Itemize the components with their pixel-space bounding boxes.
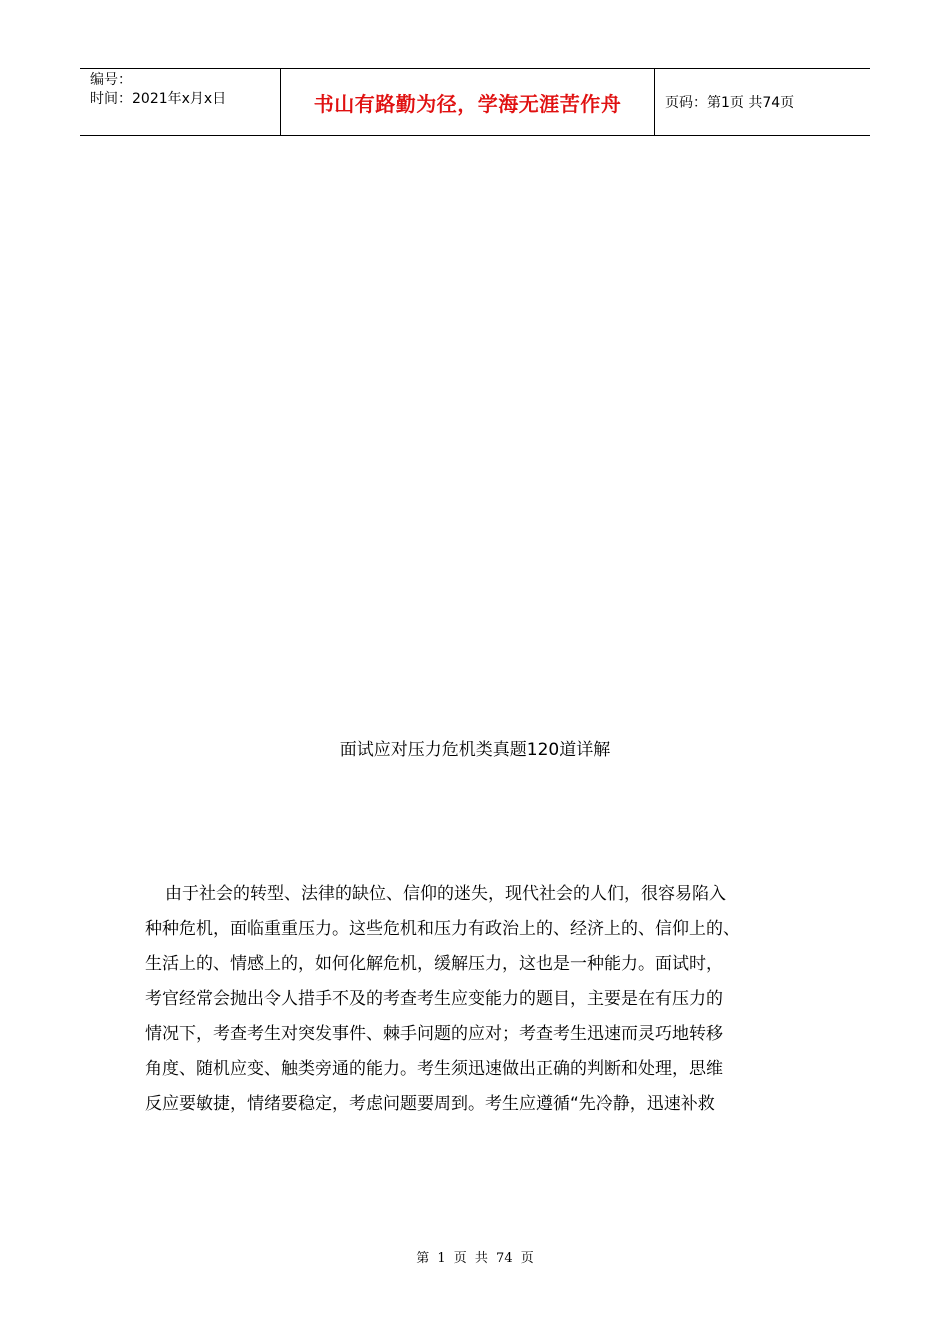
paragraph-line: 情况下，考查考生对突发事件、棘手问题的应对；考查考生迅速而灵巧地转移 xyxy=(145,1024,723,1044)
paragraph-line: 反应要敏捷，情绪要稳定，考虑问题要周到。考生应遵循“先冷静，迅速补救 xyxy=(145,1094,715,1114)
header-page-cell xyxy=(655,69,870,135)
paragraph-line: 生活上的、情感上的，如何化解危机，缓解压力，这也是一种能力。面试时， xyxy=(145,954,723,974)
motto-text: 书山有路勤为径，学海无涯苦作舟 xyxy=(313,91,622,116)
time-label: 时间：2021年x月x日 xyxy=(90,91,227,107)
header-meta-cell xyxy=(80,69,281,135)
paragraph-line: 考官经常会抛出令人措手不及的考查考生应变能力的题目，主要是在有压力的 xyxy=(145,989,723,1009)
page-footer: 第 1 页 共 74 页 xyxy=(416,1251,534,1266)
body-paragraph xyxy=(145,882,810,1127)
paragraph-line: 角度、随机应变、触类旁通的能力。考生须迅速做出正确的判断和处理，思维 xyxy=(145,1059,723,1079)
paragraph-line: 种种危机，面临重重压力。这些危机和压力有政治上的、经济上的、信仰上的、 xyxy=(145,919,740,939)
page-info: 页码：第1页 共74页 xyxy=(665,95,795,111)
header-table xyxy=(80,68,870,136)
document-title: 面试应对压力危机类真题120道详解 xyxy=(339,740,611,760)
number-label: 编号： xyxy=(90,72,132,88)
header-motto-cell xyxy=(281,69,655,135)
paragraph-line: 由于社会的转型、法律的缺位、信仰的迷失，现代社会的人们，很容易陷入 xyxy=(165,884,726,904)
